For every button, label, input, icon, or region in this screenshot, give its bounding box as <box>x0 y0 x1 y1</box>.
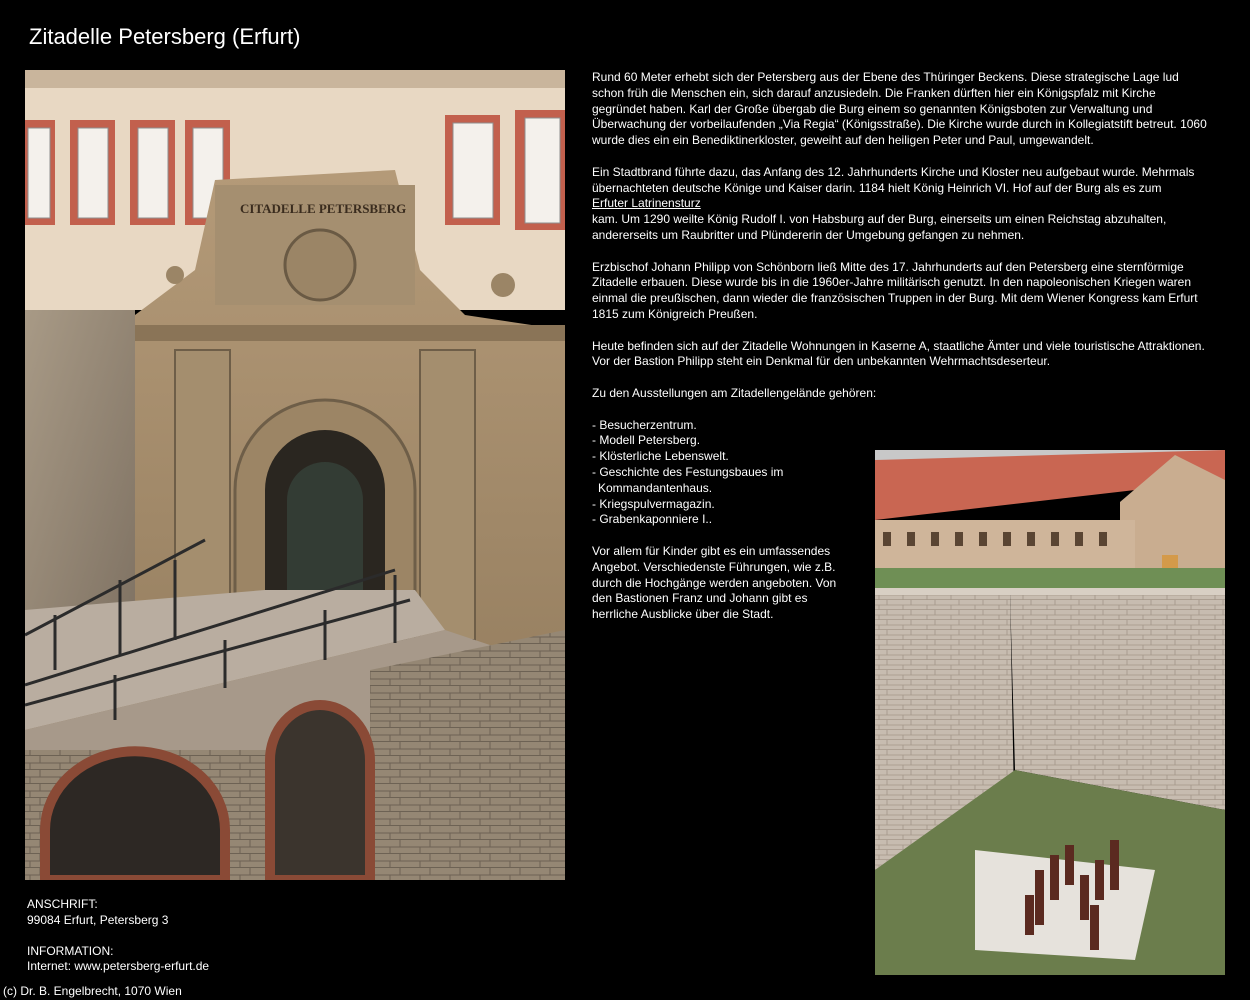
paragraph-middle-ages-intro: Ein Stadtbrand führte dazu, das Anfang des 12. Jahrhunderts Kirche und Kloster neu aufgebaut wurde. Mehrmals übernachteten deutsche Könige und Kaiser darin. 1184 hielt König Heinrich VI. Hof auf der Burg als es zum <box>592 164 1195 195</box>
gate-inscription: CITADELLE PETERSBERG <box>240 201 407 216</box>
exhibitions-intro: Zu den Ausstellungen am Zitadellengelände gehören: <box>592 385 877 400</box>
address-label: ANSCHRIFT: <box>27 897 98 911</box>
latrine-link[interactable]: Erfuter Latrinensturz <box>592 196 701 211</box>
paragraph-history: Rund 60 Meter erhebt sich der Petersberg aus der Ebene des Thüringer Beckens. Diese strategische Lage lud schon früh die Menschen ein, sich darauf anzusiedeln. Die Franken dürften hier ein Königspfalz mit Kirche gegründet haben. Karl der Große übergab die Burg einem so genannten Königsboten zur Verwaltung und Überwachung der vorbeilaufenden „Via Regia“ (Königsstraße). Die Kirche wurde durch in Kollegiatstift betreut. 1060 wurde dies ein ein Benediktinerkloster, geweiht auf den heiligen Peter und Paul, umgewandelt. <box>592 70 1207 148</box>
paragraph-today: Heute befinden sich auf der Zitadelle Wohnungen in Kaserne A, staatliche Ämter und viele touristische Attraktionen. Vor der Bastion Philipp steht ein Denkmal für den unbekannten Wehrmachtsdeserteur. <box>592 338 1205 369</box>
address-value: 99084 Erfurt, Petersberg 3 <box>27 912 169 927</box>
photo-citadel-moat <box>875 450 1225 975</box>
paragraph-kids: Vor allem für Kinder gibt es ein umfassendes Angebot. Verschiedenste Führungen, wie z.B. durch die Hochgänge werden angeboten. Von den Bastionen Franz und Johann gibt es herrliche Ausblicke über die Stadt. <box>592 543 837 622</box>
paragraph-middle-ages-outro: kam. Um 1290 weilte König Rudolf I. von Habsburg auf der Burg, einerseits um einen Reichstag abzuhalten, andererseits um Raubritter und Plündererin der Umgebung gefangen zu nehmen. <box>592 212 1167 242</box>
photo-citadel-gate <box>25 70 565 880</box>
exhibitions-list <box>592 418 852 529</box>
paragraph-middle-ages <box>592 165 1212 244</box>
list-item: - Besucherzentrum. <box>592 417 697 432</box>
list-item: - Geschichte des Festungsbaues im Kommandantenhaus. <box>592 464 784 495</box>
list-item: - Klösterliche Lebenswelt. <box>592 449 729 464</box>
list-item: - Kriegspulvermagazin. <box>592 496 715 511</box>
paragraph-citadel: Erzbischof Johann Philipp von Schönborn ließ Mitte des 17. Jahrhunderts auf den Petersberg eine sternförmige Zitadelle erbauen. Diese wurde bis in die 1960er-Jahre militärisch genutzt. In den napoleonischen Kriegen waren einmal die preußischen, dann wieder die französischen Truppen in der Burg. Mit dem Wiener Kongress kam Erfurt 1815 zum Königreich Preußen. <box>592 259 1198 321</box>
address-block <box>27 897 209 975</box>
info-website[interactable]: Internet: www.petersberg-erfurt.de <box>27 959 210 973</box>
list-item: - Modell Petersberg. <box>592 433 701 448</box>
copyright: (c) Dr. B. Engelbrecht, 1070 Wien <box>3 984 182 998</box>
list-item: - Grabenkaponniere I.. <box>592 512 713 527</box>
info-label: INFORMATION: <box>27 943 114 958</box>
page-title: Zitadelle Petersberg (Erfurt) <box>29 24 301 49</box>
